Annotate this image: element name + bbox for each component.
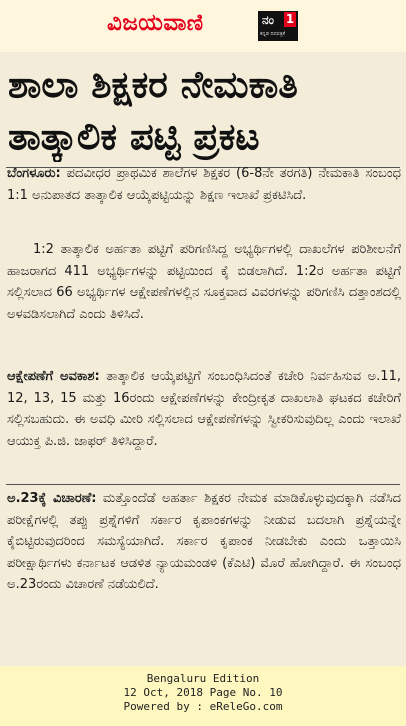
paragraph-3-text: ತಾತ್ಕಾಲಿಕ ಆಯ್ಕೆಪಟ್ಟಿಗೆ ಸಂಬಂಧಿಸಿದಂತೆ ಕಚೇರಿ ನಿರ್ವಹಿಸುವ ಅ.11, 12, 13, 15 ಮತ್ತು 16ರಂದು ಆಕ್ಷೇಪಣೆಗಳನ್ನು ಕೇಂದ್ರೀಕೃತ ದಾಖಲಾತಿ ಘಟಕದ ಕಚೇರಿಗೆ ಸಲ್ಲಿಸಬಹುದು. ಈ ಅವಧಿ ಮೀರಿ ಸಲ್ಲಿಸಲಾದ ಆಕ್ಷೇಪಣೆಗಳನ್ನು ಸ್ವೀಕರಿಸುವುದಿಲ್ಲ ಎಂದು ಇಲಾಖೆ ಆಯುಕ್ತ ಪಿ.ಜಿ. ಜಾಫರ್ ತಿಳಿಸಿದ್ದಾರೆ.	[7, 369, 401, 449]
paragraph-1-text: ಪದವೀಧರ ಪ್ರಾಥಮಿಕ ಶಾಲೆಗಳ ಶಿಕ್ಷಕರ (6-8ನೇ ತರಗತಿ) ನೇಮಕಾತಿ ಸಂಬಂಧ 1:1 ಅನುಪಾತದ ತಾತ್ಕಾಲಿಕ ಆಯ್ಕೆಪಟ್ಟಿಯನ್ನು ಶಿಕ್ಷಣ ಇಲಾಖೆ ಪ್ರಕಟಿಸಿದೆ.	[7, 166, 401, 203]
newspaper-logo: ವಿಜಯವಾಣಿ	[107, 10, 204, 36]
paragraph-1	[7, 163, 401, 206]
edition-footer	[0, 666, 406, 726]
powered-by: Powered by : eReleGo.com	[123, 700, 283, 713]
number-one-badge	[258, 11, 298, 41]
subhead-objection: ಆಕ್ಷೇಪಣೆಗೆ ಅವಕಾಶ:	[7, 369, 100, 384]
badge-main-text: ನಂ	[262, 13, 274, 27]
subhead-hearing: ಅ.23ಕ್ಕೆ ವಿಚಾರಣೆ:	[7, 491, 97, 506]
news-article	[0, 52, 406, 666]
dateline: ಬೆಂಗಳೂರು:	[7, 166, 61, 181]
masthead	[0, 0, 406, 53]
paragraph-4	[7, 488, 401, 596]
section-divider	[6, 484, 400, 485]
badge-subtitle: ಕನ್ನಡ ದಿನಪತ್ರಿಕೆ	[260, 31, 286, 37]
headline-line-1: ಶಾಲಾ ಶಿಕ್ಷಕರ ನೇಮಕಾತಿ	[8, 63, 298, 106]
paragraph-4-text: ಮತ್ತೊಂದೆಡೆ ಅಹರ್ತಾ ಶಿಕ್ಷಕರ ನೇಮಕ ಮಾಡಿಕೊಳ್ಳುವುದಕ್ಕಾಗಿ ನಡೆಸಿದ ಪರೀಕ್ಷೆಗಳಲ್ಲಿ ತಪ್ಪು ಪ್ರಶ್ನೆಗಳಿಗೆ ಸರ್ಕಾರ ಕೃಪಾಂಕಗಳನ್ನು ನೀಡುವ ಬದಲಾಗಿ ಪ್ರಶ್ನೆಯನ್ನೇ ಕೈಬಿಟ್ಟಿರುವುದರಿಂದ ಸಮಸ್ಯೆಯಾಗಿದೆ. ಸರ್ಕಾರ ಕೃಪಾಂಕ ನೀಡಬೇಕು ಎಂದು ಒತ್ತಾಯಿಸಿ ಪರೀಕ್ಷಾರ್ಥಿಗಳು ಕರ್ನಾಟಕ ಆಡಳಿತ ನ್ಯಾಯಮಂಡಳಿ (ಕೆಎಟಿ) ಮೊರೆ ಹೋಗಿದ್ದಾರೆ. ಈ ಸಂಬಂಧ ಅ.23ರಂದು ವಿಚಾರಣೆ ನಡೆಯಲಿದೆ.	[7, 491, 401, 593]
paragraph-2-text: 1:2 ತಾತ್ಕಾಲಿಕ ಅರ್ಹತಾ ಪಟ್ಟಿಗೆ ಪರಿಗಣಿಸಿದ್ದ ಅಭ್ಯರ್ಥಿಗಳಲ್ಲಿ ದಾಖಲೆಗಳ ಪರಿಶೀಲನೆಗೆ ಹಾಜರಾಗದ 411 ಅಭ್ಯರ್ಥಿಗಳನ್ನು ಪಟ್ಟಿಯಿಂದ ಕೈ ಬಿಡಲಾಗಿದೆ. 1:2ರ ಅರ್ಹತಾ ಪಟ್ಟಿಗೆ ಸಲ್ಲಿಸಲಾದ 66 ಅಭ್ಯರ್ಥಿಗಳ ಆಕ್ಷೇಪಣೆಗಳಲ್ಲಿನ ಸೂಕ್ತವಾದ ವಿವರಗಳನ್ನು ಪರಿಗಣಿಸಿ ದತ್ತಾಂಶದಲ್ಲಿ ಅಳವಡಿಸಲಾಗಿದೆ ಎಂದು ತಿಳಿಸಿದೆ.	[7, 242, 401, 322]
paragraph-2	[7, 239, 401, 325]
headline-line-2: ತಾತ್ಕಾಲಿಕ ಪಟ್ಟಿ ಪ್ರಕಟ	[8, 115, 260, 158]
paragraph-3	[7, 366, 401, 452]
edition-date-page: 12 Oct, 2018 Page No. 10	[123, 686, 283, 699]
badge-number: 1	[285, 12, 295, 26]
edition-name: Bengaluru Edition	[146, 672, 260, 685]
